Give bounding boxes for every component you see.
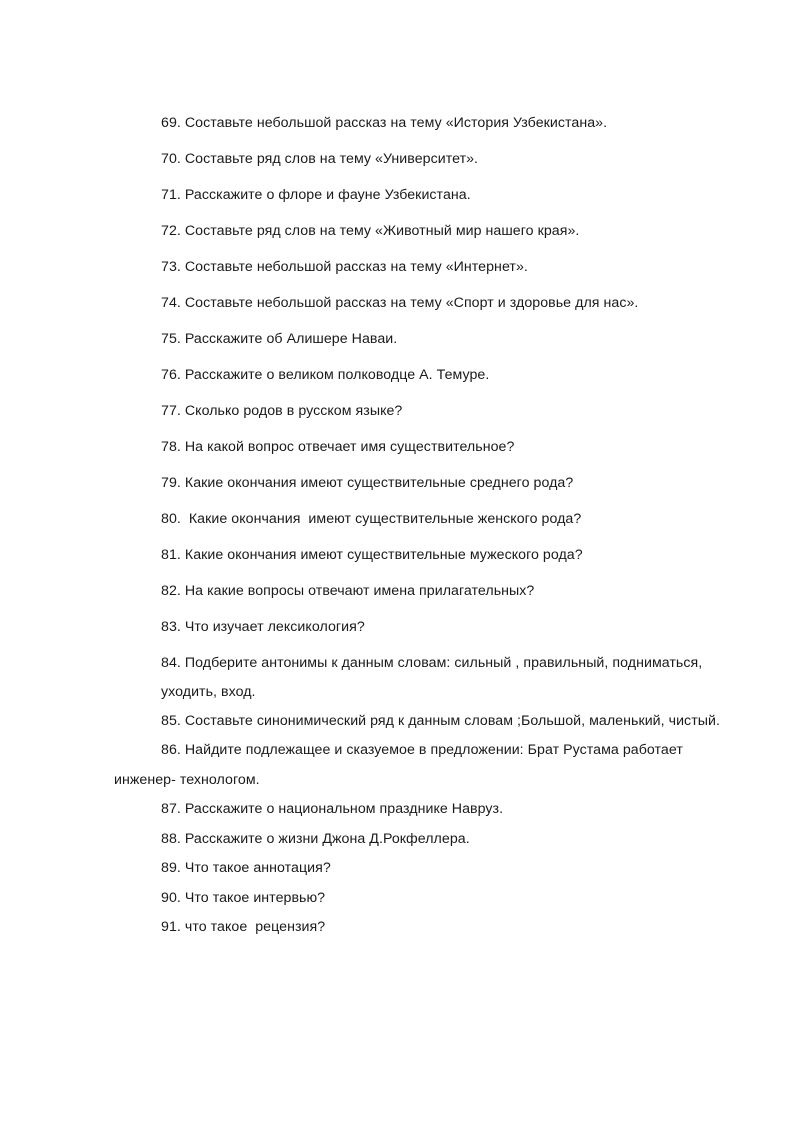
question-81 (161, 546, 583, 564)
question-79 (161, 474, 573, 492)
question-text: Какие окончания имеют существительные женского рода? (184, 511, 582, 527)
question-number: 83. (161, 619, 181, 635)
question-number: 71. (161, 187, 181, 203)
question-text: Составьте синонимический ряд к данным словам ;Большой, маленький, чистый. (184, 713, 720, 729)
question-87 (161, 800, 503, 818)
question-text: На какие вопросы отвечают имена прилагательных? (184, 583, 535, 599)
question-number: 87. (161, 801, 181, 817)
question-number: 81. (161, 547, 181, 563)
question-number: 78. (161, 439, 181, 455)
question-72 (161, 222, 579, 240)
question-80 (161, 510, 581, 528)
question-text: Составьте небольшой рассказ на тему «Спорт и здоровье для нас». (184, 295, 639, 311)
question-77 (161, 402, 402, 420)
question-86-continuation: инженер- технологом. (114, 772, 260, 788)
question-text: Какие окончания имеют существительные среднего рода? (184, 475, 574, 491)
question-text: Что изучает лексикология? (184, 619, 365, 635)
question-text: Составьте небольшой рассказ на тему «История Узбекистана». (184, 115, 608, 131)
question-85 (161, 712, 720, 730)
question-88 (161, 830, 470, 848)
question-text: Расскажите о национальном празднике Навруз. (184, 801, 504, 817)
question-83 (161, 618, 365, 636)
question-number: 85. (161, 713, 181, 729)
question-text: На какой вопрос отвечает имя существительное? (184, 439, 515, 455)
question-number: 77. (161, 403, 181, 419)
question-number: 84. (161, 655, 181, 671)
question-70 (161, 150, 478, 168)
question-text: Найдите подлежащее и сказуемое в предложении: Брат Рустама работает (184, 742, 683, 758)
question-text: Какие окончания имеют существительные мужеского рода? (184, 547, 583, 563)
question-84-continuation: уходить, вход. (161, 684, 256, 700)
question-number: 89. (161, 860, 181, 876)
question-number: 82. (161, 583, 181, 599)
question-number: 75. (161, 331, 181, 347)
question-number: 79. (161, 475, 181, 491)
question-number: 86. (161, 742, 181, 758)
question-number: 72. (161, 223, 181, 239)
question-number: 90. (161, 890, 181, 906)
question-text: Что такое аннотация? (184, 860, 331, 876)
question-number: 69. (161, 115, 181, 131)
question-text: Составьте ряд слов на тему «Животный мир нашего края». (184, 223, 580, 239)
question-69 (161, 114, 607, 132)
question-90 (161, 889, 325, 907)
question-89 (161, 859, 331, 877)
question-text: Что такое интервью? (184, 890, 326, 906)
question-76 (161, 366, 489, 384)
question-78 (161, 438, 514, 456)
question-number: 80. (161, 511, 181, 527)
question-text: Сколько родов в русском языке? (184, 403, 403, 419)
question-text: Расскажите о великом полководце А. Темуре. (184, 367, 490, 383)
question-number: 88. (161, 831, 181, 847)
question-text: Расскажите о жизни Джона Д.Рокфеллера. (184, 831, 470, 847)
question-text: Расскажите об Алишере Наваи. (184, 331, 398, 347)
question-number: 70. (161, 151, 181, 167)
question-text: Составьте ряд слов на тему «Университет». (184, 151, 479, 167)
question-82 (161, 582, 534, 600)
question-text: Подберите антонимы к данным словам: сильный , правильный, подниматься, (184, 655, 703, 671)
question-text: что такое рецензия? (184, 919, 326, 935)
question-number: 91. (161, 919, 181, 935)
question-71 (161, 186, 471, 204)
question-text: Расскажите о флоре и фауне Узбекистана. (184, 187, 471, 203)
question-number: 76. (161, 367, 181, 383)
question-91 (161, 918, 325, 936)
question-86 (161, 741, 683, 759)
question-84 (161, 654, 702, 672)
question-number: 73. (161, 259, 181, 275)
question-74 (161, 294, 638, 312)
question-number: 74. (161, 295, 181, 311)
question-text: Составьте небольшой рассказ на тему «Интернет». (184, 259, 528, 275)
question-73 (161, 258, 528, 276)
question-75 (161, 330, 397, 348)
